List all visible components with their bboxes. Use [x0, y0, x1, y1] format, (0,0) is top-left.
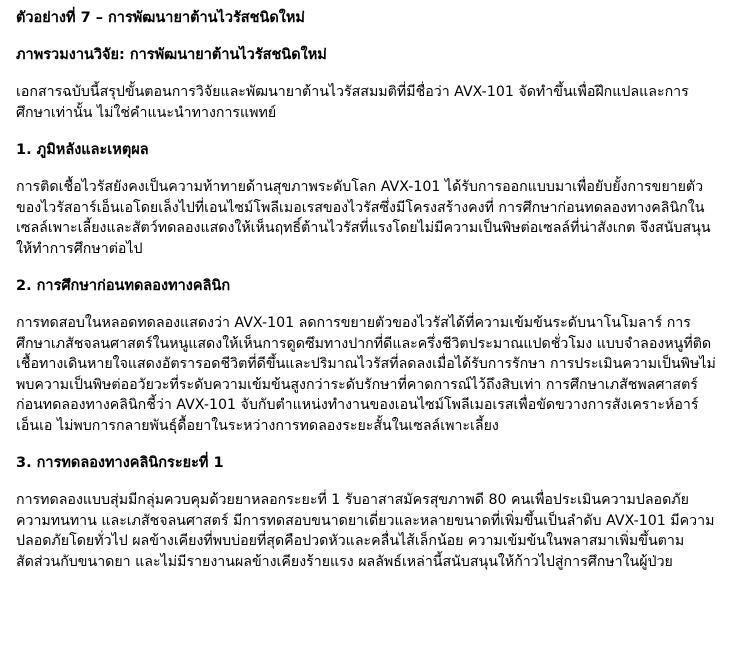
intro-paragraph: เอกสารฉบับนี้สรุปขั้นตอนการวิจัยและพัฒนายาต้านไวรัสสมมติที่มีชื่อว่า AVX-101 จัดทำขึ้นเพื่อฝึกแปลและการศึกษาเท่านั้น ไม่ใช่คำแนะนำทางการแพทย์: [16, 84, 689, 121]
section-body-phase1: การทดลองแบบสุ่มมีกลุ่มควบคุมด้วยยาหลอกระยะที่ 1 รับอาสาสมัครสุขภาพดี 80 คนเพื่อประเมินความปลอดภัย ความทนทาน และเภสัชจลนศาสตร์ มีการทดสอบขนาดยาเดี่ยวและหลายขนาดที่เพิ่มขึ้นเป็นลำดับ AVX-101 มีความปลอดภัยโดยทั่วไป ผลข้างเคียงที่พบบ่อยที่สุดคือปวดหัวและคลื่นไส้เล็กน้อย ความเข้มข้นในพลาสมาเพิ่มขึ้นตามสัดส่วนกับขนาดยา และไม่มีรายงานผลข้างเคียงร้ายแรง ผลลัพธ์เหล่านี้สนับสนุนให้ก้าวไปสู่การศึกษาในผู้ป่วย: [16, 492, 715, 570]
section-heading-background: 1. ภูมิหลังและเหตุผล: [16, 142, 149, 158]
section-heading-phase1: 3. การทดลองทางคลินิกระยะที่ 1: [16, 455, 224, 471]
overview-title: ภาพรวมงานวิจัย: การพัฒนายาต้านไวรัสชนิดใหม่: [16, 47, 327, 63]
section-body-background: การติดเชื้อไวรัสยังคงเป็นความท้าทายด้านสุขภาพระดับโลก AVX-101 ได้รับการออกแบบมาเพื่อยับยั้งการขยายตัวของไวรัสอาร์เอ็นเอโดยเล็งไปที่เอนไซม์โพลีเมอเรสของไวรัสซึ่งมีโครงสร้างคงที่ การศึกษาก่อนทดลองทางคลินิกในเซลล์เพาะเลี้ยงและสัตว์ทดลองแสดงให้เห็นฤทธิ์ต้านไวรัสที่แรงโดยไม่มีความเป็นพิษต่อเซลล์ที่น่าสังเกต จึงสนับสนุนให้ทำการศึกษาต่อไป: [16, 179, 711, 257]
section-body-preclinical: การทดสอบในหลอดทดลองแสดงว่า AVX-101 ลดการขยายตัวของไวรัสได้ที่ความเข้มข้นระดับนาโนโมลาร์ การศึกษาเภสัชจลนศาสตร์ในหนูแสดงให้เห็นการดูดซึมทางปากที่ดีและครึ่งชีวิตประมาณแปดชั่วโมง แบบจำลองหนูที่ติดเชื้อทางเดินหายใจแสดงอัตรารอดชีวิตที่ดีขึ้นและปริมาณไวรัสที่ลดลงเมื่อได้รับการรักษา การประเมินความเป็นพิษไม่พบความเป็นพิษต่ออวัยวะที่ระดับความเข้มข้นสูงกว่าระดับรักษาที่คาดการณ์ไว้ถึงสิบเท่า การศึกษาเภสัชพลศาสตร์ก่อนทดลองทางคลินิกชี้ว่า AVX-101 จับกับตำแหน่งทำงานของเอนไซม์โพลีเมอเรสเพื่อขัดขวางการสังเคราะห์อาร์เอ็นเอ ไม่พบการกลายพันธุ์ดื้อยาในระหว่างการทดลองระยะสั้นในเซลล์เพาะเลี้ยง: [16, 315, 716, 434]
section-heading-preclinical: 2. การศึกษาก่อนทดลองทางคลินิก: [16, 278, 231, 294]
example-title: ตัวอย่างที่ 7 – การพัฒนายาต้านไวรัสชนิดใหม่: [16, 10, 305, 26]
